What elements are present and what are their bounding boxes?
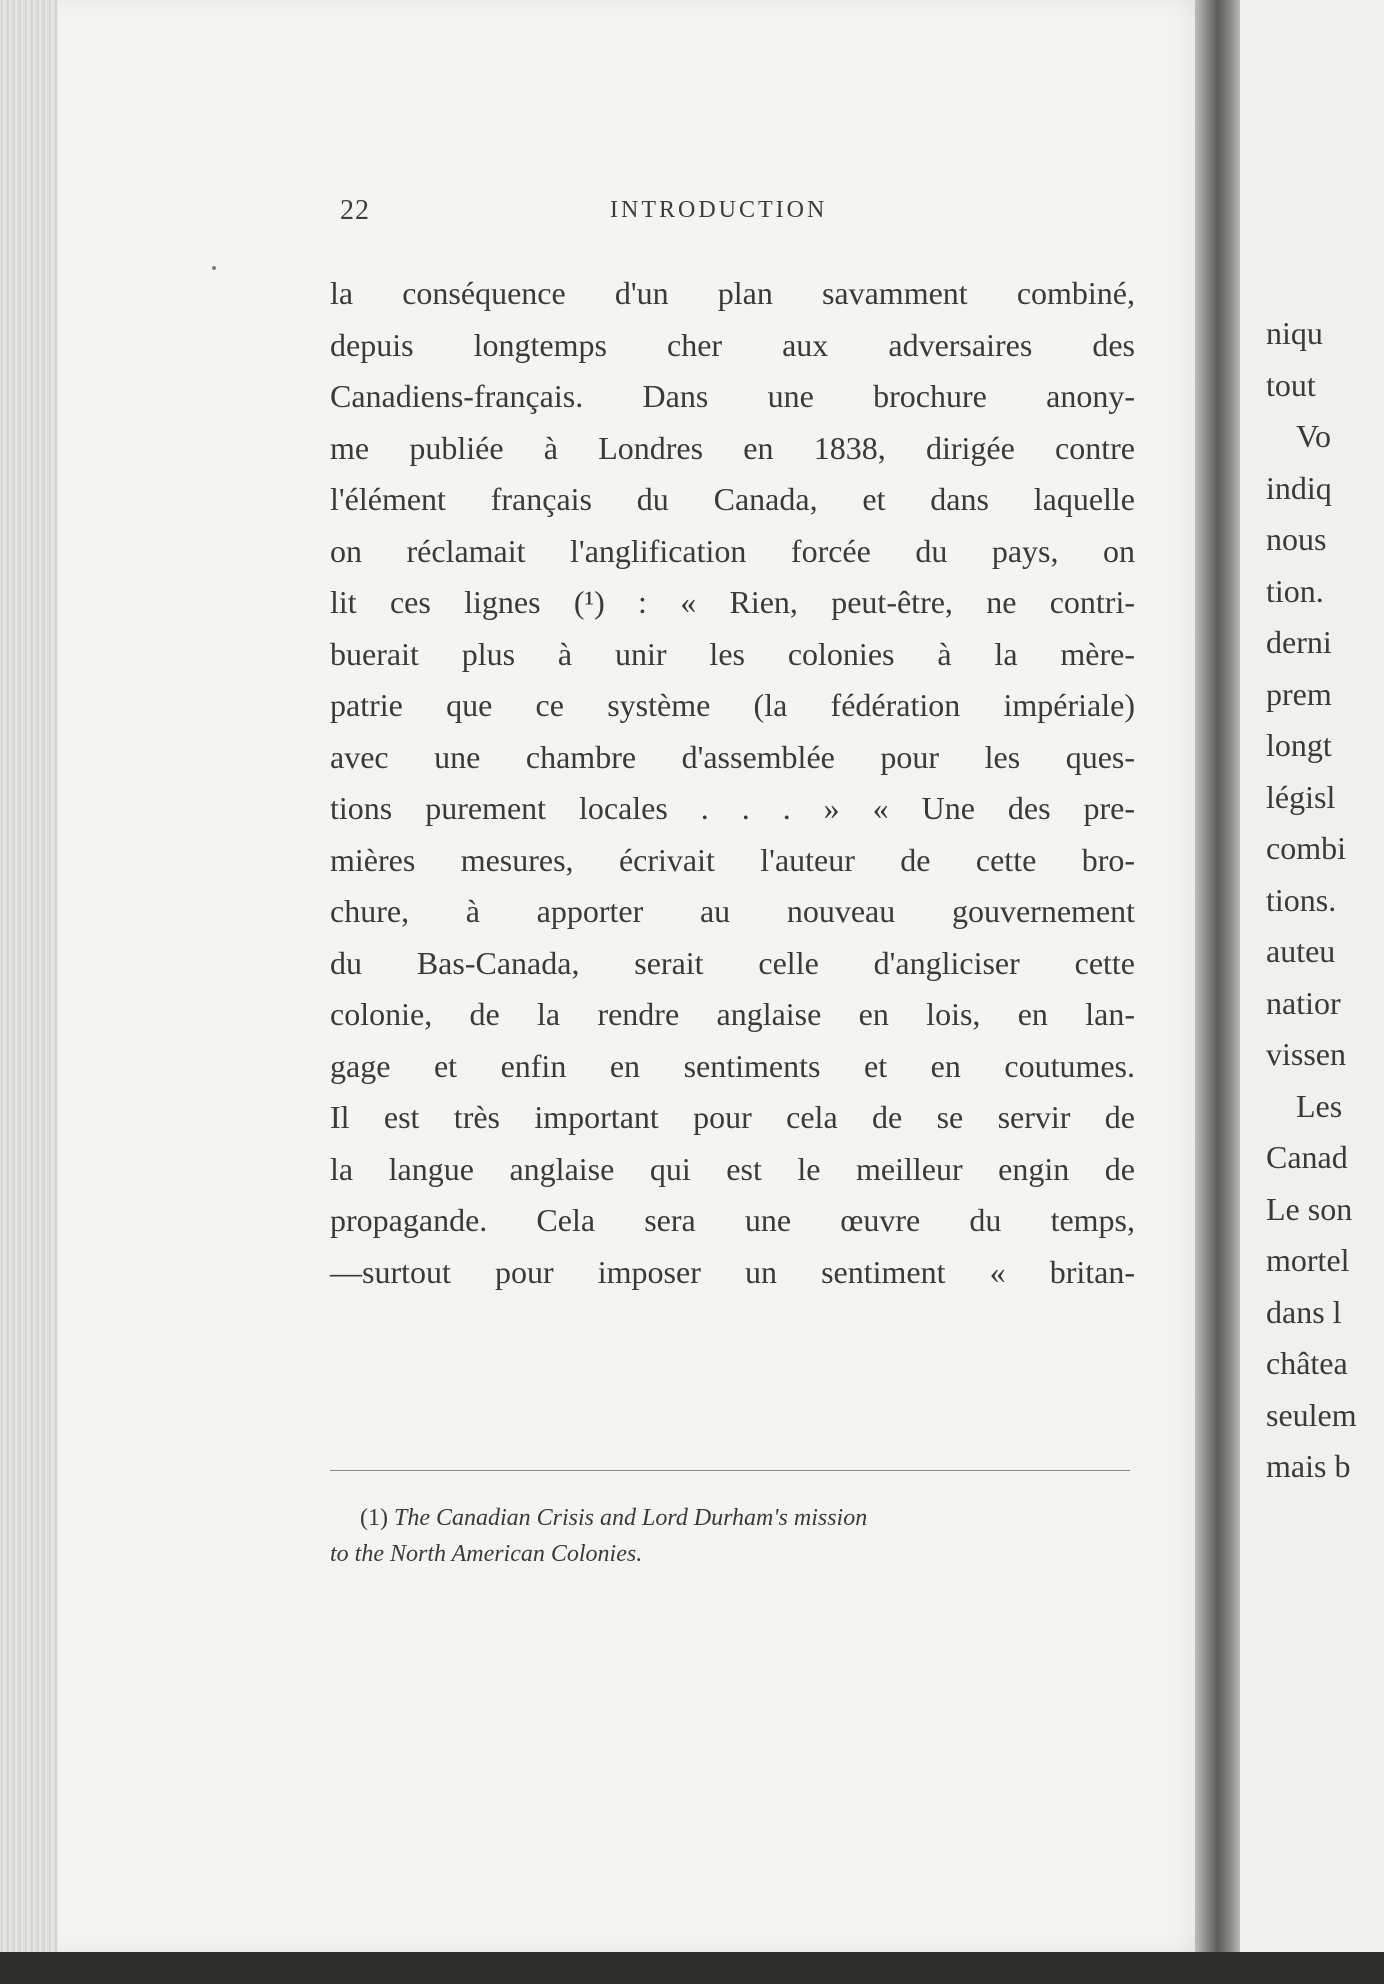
facing-line: prem bbox=[1266, 675, 1332, 712]
facing-line: auteu bbox=[1266, 933, 1336, 969]
facing-line: mortel bbox=[1266, 1242, 1350, 1278]
text-line: colonie, de la rendre anglaise en lois, en lan- bbox=[330, 996, 1135, 1032]
text-line: chure, à apporter au nouveau gouvernement bbox=[330, 893, 1135, 929]
footnote-title: The Canadian Crisis and Lord Durham's mission bbox=[393, 1505, 868, 1531]
text-line: —surtout pour imposer un sentiment « britan- bbox=[330, 1253, 1135, 1290]
scan-bottom-edge bbox=[0, 1952, 1384, 1984]
footnote-rule bbox=[330, 1470, 1130, 1471]
facing-line: Canad bbox=[1266, 1139, 1348, 1175]
facing-line: seulem bbox=[1266, 1396, 1357, 1433]
facing-line: natior bbox=[1266, 984, 1341, 1021]
facing-line: châtea bbox=[1266, 1345, 1348, 1381]
facing-line: Le son bbox=[1266, 1190, 1353, 1227]
facing-line: indiq bbox=[1266, 469, 1332, 506]
footnote-marker: (1) bbox=[360, 1505, 388, 1531]
footnote-line-2: to the North American Colonies. bbox=[330, 1541, 643, 1567]
text-line: me publiée à Londres en 1838, dirigée contre bbox=[330, 429, 1135, 466]
running-head: INTRODUCTION bbox=[610, 197, 828, 223]
facing-line: tout bbox=[1266, 366, 1316, 403]
book-gutter bbox=[1195, 0, 1245, 1952]
stacked-page-edges bbox=[0, 0, 60, 1984]
facing-line: Les bbox=[1296, 1087, 1343, 1124]
text-line: buerait plus à unir les colonies à la mère- bbox=[330, 635, 1135, 672]
facing-page bbox=[1240, 0, 1384, 1952]
text-line: lit ces lignes (¹) : « Rien, peut-être, ne contri- bbox=[330, 584, 1135, 620]
text-line: du Bas-Canada, serait celle d'angliciser cette bbox=[330, 944, 1135, 981]
facing-line: nous bbox=[1266, 521, 1327, 557]
text-line: la conséquence d'un plan savamment combiné, bbox=[330, 275, 1135, 311]
body-text bbox=[330, 268, 1135, 1298]
text-line: Canadiens-français. Dans une brochure anony- bbox=[330, 378, 1135, 414]
facing-line: tion. bbox=[1266, 572, 1324, 609]
facing-line: dans l bbox=[1266, 1293, 1342, 1330]
facing-line: législ bbox=[1266, 778, 1336, 815]
text-line: tions purement locales . . . » « Une des pre- bbox=[330, 790, 1135, 826]
facing-line: combi bbox=[1266, 830, 1346, 866]
facing-line: derni bbox=[1266, 624, 1332, 660]
text-line: depuis longtemps cher aux adversaires des bbox=[330, 326, 1135, 363]
facing-line: Vo bbox=[1296, 418, 1331, 454]
text-line: l'élément français du Canada, et dans laquelle bbox=[330, 481, 1135, 517]
text-line: propagande. Cela sera une œuvre du temps, bbox=[330, 1202, 1135, 1238]
text-line: on réclamait l'anglification forcée du pays, on bbox=[330, 532, 1135, 569]
facing-line: mais b bbox=[1266, 1448, 1351, 1484]
footnote bbox=[330, 1500, 1135, 1572]
facing-line: tions. bbox=[1266, 881, 1337, 918]
text-line: avec une chambre d'assemblée pour les ques- bbox=[330, 738, 1135, 775]
facing-line: longt bbox=[1266, 727, 1332, 763]
page-number: 22 bbox=[340, 195, 370, 226]
page-header bbox=[330, 195, 1130, 235]
facing-page-text bbox=[1266, 308, 1384, 1493]
facing-line: vissen bbox=[1266, 1036, 1346, 1072]
text-line: gage et enfin en sentiments et en coutumes. bbox=[330, 1047, 1135, 1084]
text-line: Il est très important pour cela de se servir de bbox=[330, 1099, 1135, 1135]
text-line: patrie que ce système (la fédération impériale) bbox=[330, 687, 1135, 723]
text-line: mières mesures, écrivait l'auteur de cette bro- bbox=[330, 841, 1135, 878]
page-speck bbox=[212, 266, 216, 270]
facing-line: niqu bbox=[1266, 315, 1323, 351]
footnote-line-1 bbox=[330, 1500, 1135, 1536]
text-line: la langue anglaise qui est le meilleur engin de bbox=[330, 1150, 1135, 1187]
